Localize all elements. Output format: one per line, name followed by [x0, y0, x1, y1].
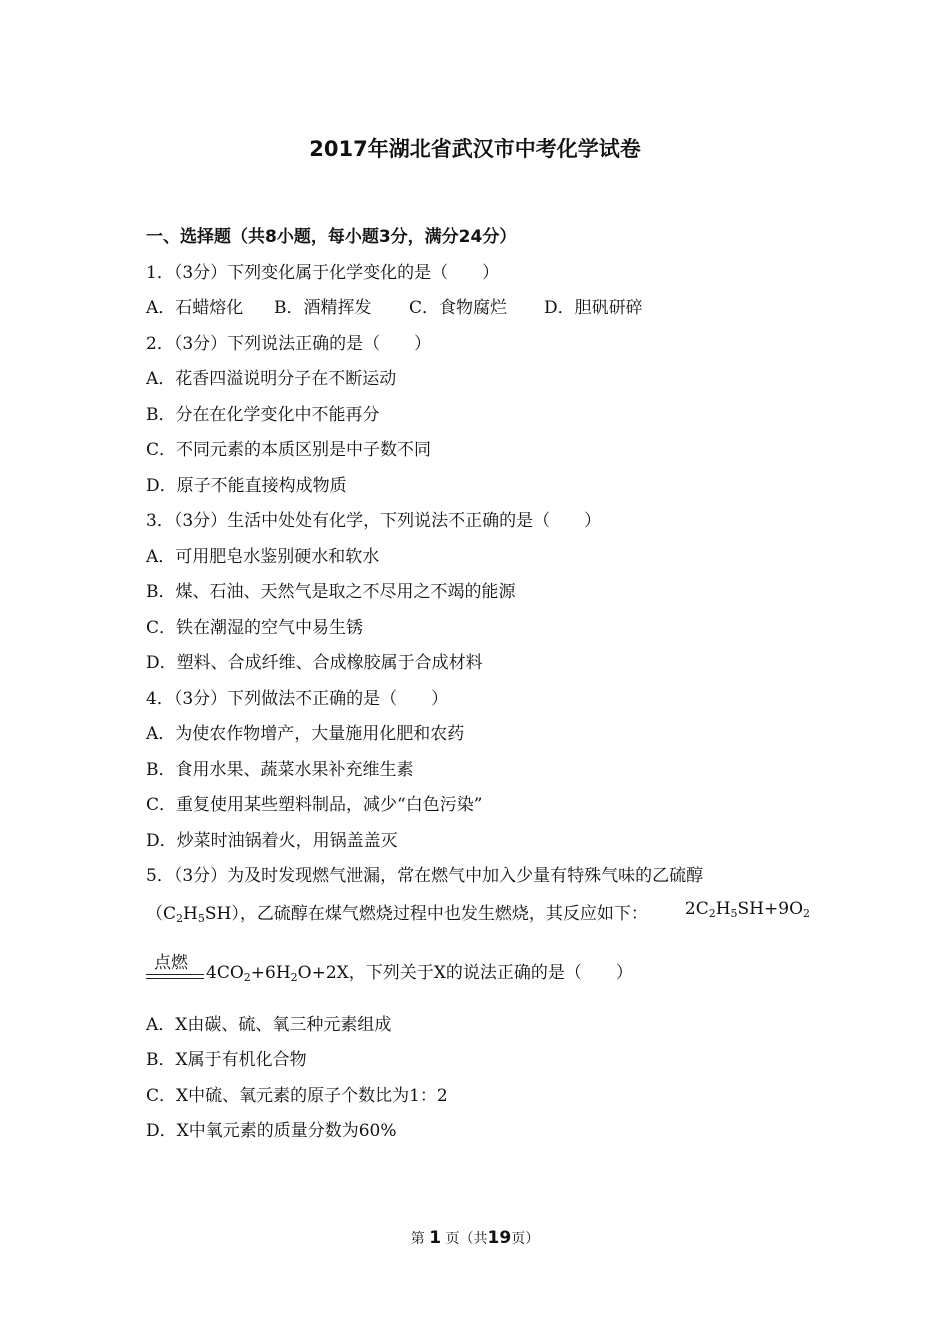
q2-option-b: B．分在在化学变化中不能再分	[146, 405, 380, 425]
footer-prefix: 第	[410, 1231, 425, 1247]
section-heading: 一、选择题（共8小题，每小题3分，满分24分）	[146, 227, 517, 247]
q2-option-a: A．花香四溢说明分子在不断运动	[146, 369, 397, 389]
footer-page-number: 1	[429, 1228, 442, 1248]
q4-option-c: C．重复使用某些塑料制品，减少“白色污染”	[146, 795, 483, 815]
question-5-question: ，下列关于X的说法正确的是（ ）	[348, 963, 633, 983]
question-3-stem: 3．（3分）生活中处处有化学，下列说法不正确的是（ ）	[146, 511, 602, 531]
q5-option-b: B．X属于有机化合物	[146, 1050, 307, 1070]
reaction-products: $4CO_2+6H_2O+2X$	[206, 963, 349, 984]
q4-option-b: B．食用水果、蔬菜水果补充维生素	[146, 760, 414, 780]
q4-option-d: D．炒菜时油锅着火，用锅盖盖灭	[146, 831, 398, 851]
q5-option-c: C．X中硫、氧元素的原子个数比为1：2	[146, 1086, 448, 1106]
reaction-equation	[146, 952, 633, 984]
q3-option-d: D．塑料、合成纤维、合成橡胶属于合成材料	[146, 653, 483, 673]
reaction-arrow	[146, 952, 204, 984]
question-5-stem: 5．（3分）为及时发现燃气泄漏，常在燃气中加入少量有特殊气味的乙硫醇	[146, 866, 704, 886]
footer-total-pages: 19	[487, 1228, 512, 1248]
footer-middle: 页（共	[445, 1231, 488, 1247]
footer-suffix: 页）	[511, 1231, 540, 1247]
q5-option-a: A．X由碳、硫、氧三种元素组成	[146, 1015, 392, 1035]
q1-option-d: D．胆矾研碎	[544, 298, 643, 318]
q3-option-a: A．可用肥皂水鉴别硬水和软水	[146, 547, 380, 567]
page-title: 2017年湖北省武汉市中考化学试卷	[309, 137, 641, 161]
q3-option-b: B．煤、石油、天然气是取之不尽用之不竭的能源	[146, 582, 516, 602]
q1-option-b: B．酒精挥发	[274, 298, 372, 318]
q1-option-c: C．食物腐烂	[409, 298, 508, 318]
question-2-stem: 2．（3分）下列说法正确的是（ ）	[146, 334, 432, 354]
q4-option-a: A．为使农作物增产，大量施用化肥和农药	[146, 724, 465, 744]
q2-option-d: D．原子不能直接构成物质	[146, 476, 347, 496]
q1-option-a: A．石蜡熔化	[146, 298, 244, 318]
q5-option-d: D．X中氧元素的质量分数为60%	[146, 1121, 397, 1141]
question-1-stem: 1．（3分）下列变化属于化学变化的是（ ）	[146, 263, 500, 283]
question-1-options	[146, 293, 643, 318]
question-4-stem: 4．（3分）下列做法不正确的是（ ）	[146, 689, 449, 709]
page-footer	[0, 1228, 950, 1248]
reaction-condition: 点燃	[154, 952, 188, 973]
question-5-formula-line: $(C_2H_5SH)$，乙硫醇在煤气燃烧过程中也发生燃烧，其反应如下： $2C_2H_5SH+9O_2$	[146, 899, 810, 925]
q2-option-c: C．不同元素的本质区别是中子数不同	[146, 440, 432, 460]
q3-option-c: C．铁在潮湿的空气中易生锈	[146, 618, 364, 638]
